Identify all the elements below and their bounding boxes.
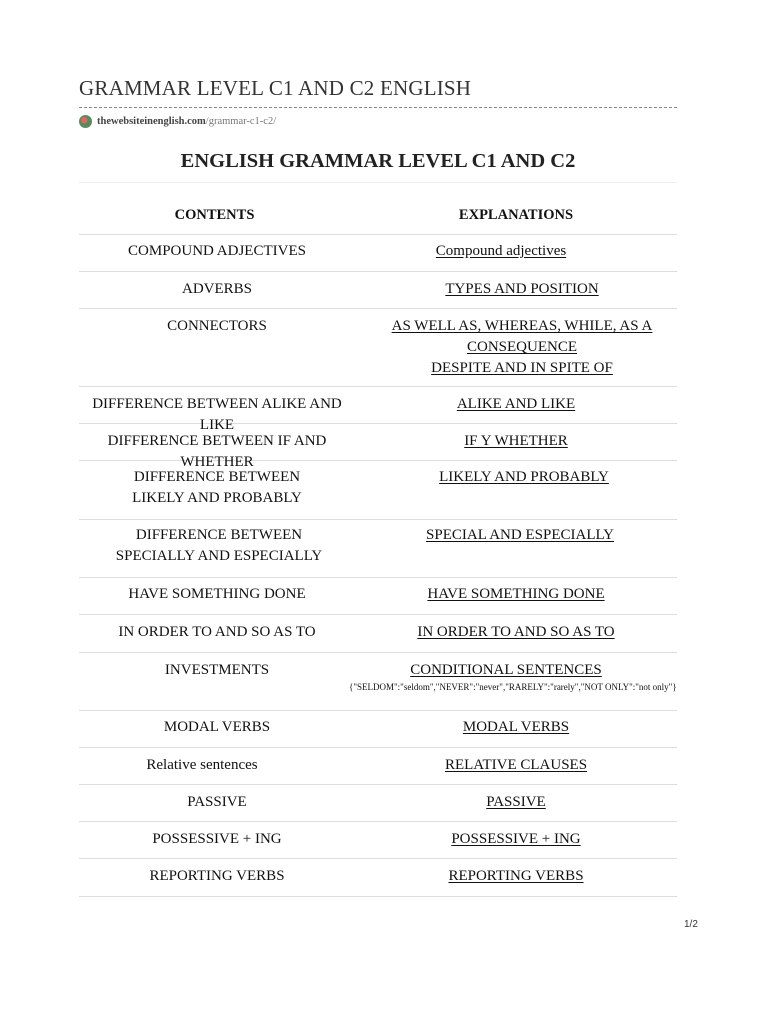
table-row — [79, 785, 677, 822]
table-row — [79, 859, 677, 897]
table-row — [79, 387, 677, 433]
table-row — [79, 520, 677, 578]
row-explanation-link[interactable]: IF Y WHETHER — [464, 433, 568, 449]
table-row — [79, 309, 677, 387]
table-row — [79, 822, 677, 859]
row-explanation-link[interactable]: SPECIAL AND ESPECIALLY — [426, 527, 614, 543]
row-content: IN ORDER TO AND SO AS TO — [118, 624, 316, 640]
heading-divider — [79, 182, 677, 183]
row-explanation-link[interactable]: TYPES AND POSITION — [445, 281, 599, 297]
table-row — [79, 748, 677, 785]
page-number: 1/2 — [684, 919, 698, 930]
source-link[interactable] — [79, 113, 276, 129]
column-header-contents: CONTENTS — [174, 207, 255, 223]
row-explanation-link[interactable]: RELATIVE CLAUSES — [444, 757, 588, 773]
row-content: HAVE SOMETHING DONE — [128, 586, 306, 602]
row-content: DIFFERENCE BETWEEN ALIKE AND LIKE — [92, 396, 342, 433]
table-row — [79, 711, 677, 748]
row-content: DIFFERENCE BETWEEN LIKELY AND PROBABLY — [132, 469, 302, 506]
column-header-explanations: EXPLANATIONS — [458, 207, 574, 223]
source-path: /grammar-c1-c2/ — [205, 115, 277, 127]
table-row — [79, 424, 677, 470]
row-content: POSSESSIVE + ING — [152, 831, 282, 847]
row-content: PASSIVE — [187, 794, 247, 810]
page-title: GRAMMAR LEVEL C1 AND C2 ENGLISH — [79, 76, 472, 100]
row-explanation-links[interactable]: AS WELL AS, WHEREAS, WHILE, AS A CONSEQUENCE DESPITE AND IN SPITE OF — [391, 318, 653, 376]
row-explanation-link[interactable]: HAVE SOMETHING DONE — [427, 586, 605, 602]
title-divider — [79, 107, 677, 108]
row-explanation-link[interactable]: POSSESSIVE + ING — [451, 831, 581, 847]
row-explanation-link[interactable]: REPORTING VERBS — [448, 868, 584, 884]
row-content: Relative sentences — [146, 757, 258, 773]
site-favicon-icon — [79, 115, 92, 128]
row-explanation-link[interactable]: ALIKE AND LIKE — [456, 396, 576, 412]
row-explanation-link[interactable]: PASSIVE — [486, 794, 546, 810]
row-content: INVESTMENTS — [164, 662, 270, 678]
row-content: CONNECTORS — [167, 318, 267, 334]
row-explanation-link[interactable]: CONDITIONAL SENTENCES {"SELDOM":"seldom","NEVER":"never","RARELY":"rarely","NOT ONLY":"not only"} — [349, 662, 677, 692]
row-explanation-link[interactable]: MODAL VERBS — [462, 719, 570, 735]
row-content: DIFFERENCE BETWEEN IF AND WHETHER — [107, 433, 327, 470]
grammar-table — [79, 195, 677, 897]
source-domain: thewebsiteinenglish.com — [97, 115, 206, 127]
row-content: ADVERBS — [181, 281, 252, 297]
row-explanation-link[interactable]: Compound adjectives — [435, 243, 567, 259]
table-row — [79, 272, 677, 309]
row-note: {"SELDOM":"seldom","NEVER":"never","RARELY":"rarely","NOT ONLY":"not only"} — [349, 682, 677, 692]
table-row — [79, 578, 677, 615]
table-row — [79, 235, 677, 272]
row-content: MODAL VERBS — [163, 719, 271, 735]
row-content: COMPOUND ADJECTIVES — [128, 243, 306, 259]
document-heading: ENGLISH GRAMMAR LEVEL C1 AND C2 — [180, 150, 576, 172]
row-content: REPORTING VERBS — [149, 868, 285, 884]
table-row — [79, 461, 677, 520]
row-explanation-link[interactable]: LIKELY AND PROBABLY — [439, 469, 609, 485]
table-header-row — [79, 195, 677, 235]
row-explanation-link[interactable]: IN ORDER TO AND SO AS TO — [417, 624, 615, 640]
row-content: DIFFERENCE BETWEEN SPECIALLY AND ESPECIALLY — [115, 527, 323, 564]
table-row — [79, 653, 677, 711]
table-row — [79, 615, 677, 653]
